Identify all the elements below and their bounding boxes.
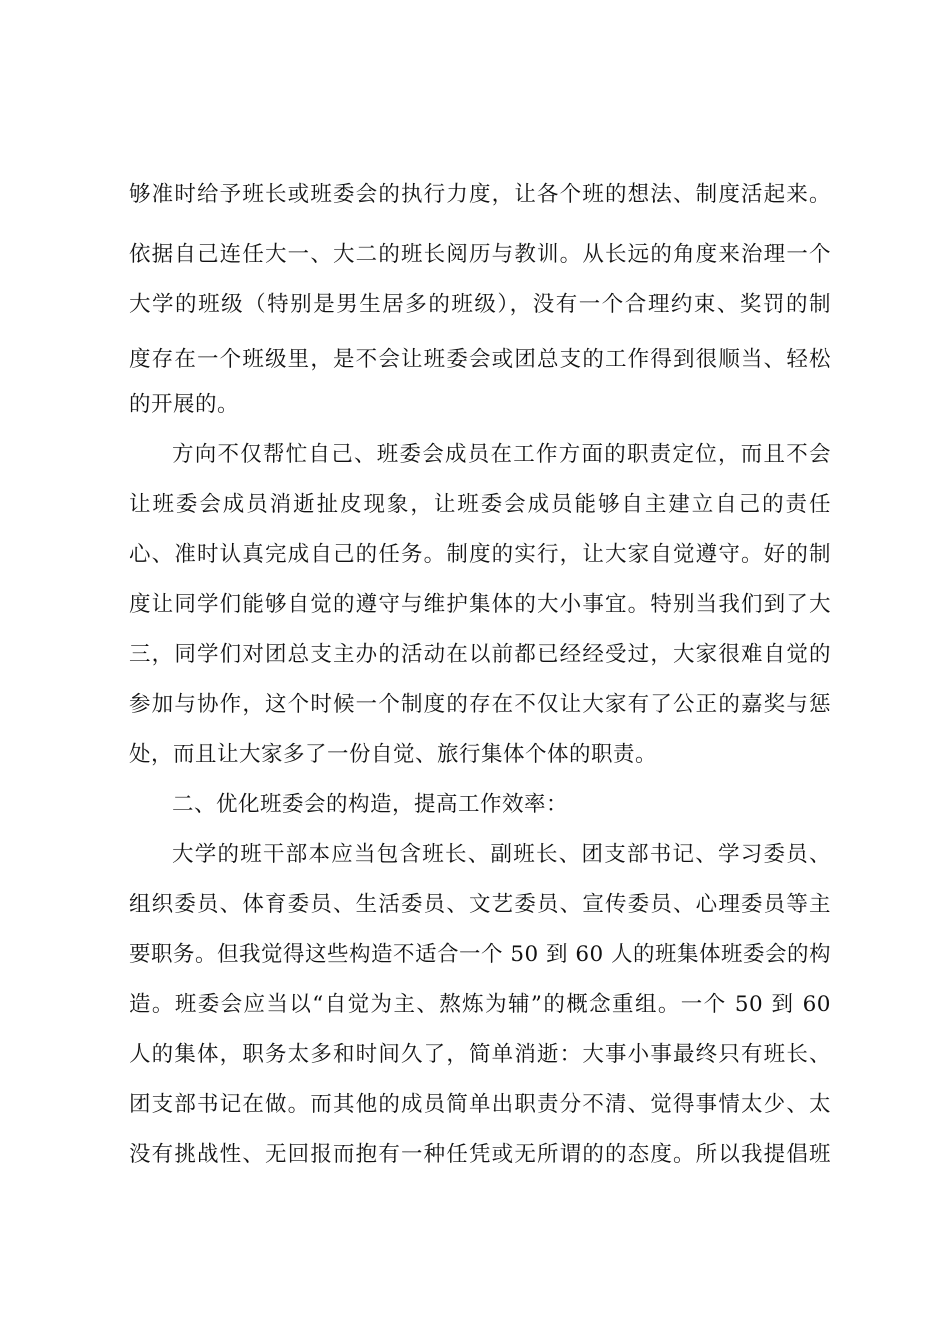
text-line: 参加与协作，这个时候一个制度的存在不仅让大家有了公正的嘉奖与惩 [129, 692, 831, 717]
paragraph-first-line: 大学的班干部本应当包含班长、副班长、团支部书记、学习委员、 [172, 842, 831, 867]
text-line: 没有挑战性、无回报而抱有一种任凭或无所谓的的态度。所以我提倡班 [129, 1142, 831, 1167]
text-line: 度存在一个班级里，是不会让班委会或团总支的工作得到很顺当、轻松 [129, 347, 831, 372]
text-line: 人的集体，职务太多和时间久了，简单消逝：大事小事最终只有班长、 [129, 1042, 831, 1067]
text-line: 造。班委会应当以“自觉为主、熬炼为辅”的概念重组。一个 50 到 60 [129, 992, 831, 1017]
text-line: 三，同学们对团总支主办的活动在以前都已经经受过，大家很难自觉的 [129, 642, 831, 667]
text-line: 要职务。但我觉得这些构造不适合一个 50 到 60 人的班集体班委会的构 [129, 942, 832, 967]
paragraph-first-line: 方向不仅帮忙自己、班委会成员在工作方面的职责定位，而且不会 [172, 442, 831, 467]
text-line: 依据自己连任大一、大二的班长阅历与教训。从长远的角度来治理一个 [129, 242, 831, 267]
text-line: 团支部书记在做。而其他的成员简单出职责分不清、觉得事情太少、太 [129, 1092, 831, 1117]
text-line: 让班委会成员消逝扯皮现象，让班委会成员能够自主建立自己的责任 [129, 492, 831, 517]
text-line: 度让同学们能够自觉的遵守与维护集体的大小事宜。特别当我们到了大 [129, 592, 831, 617]
text-line: 心、准时认真完成自己的任务。制度的实行，让大家自觉遵守。好的制 [129, 542, 831, 567]
text-line: 组织委员、体育委员、生活委员、文艺委员、宣传委员、心理委员等主 [129, 892, 831, 917]
section-heading: 二、优化班委会的构造，提高工作效率： [172, 792, 569, 817]
text-line: 够准时给予班长或班委会的执行力度，让各个班的想法、制度活起来。 [129, 182, 831, 207]
text-line: 处，而且让大家多了一份自觉、旅行集体个体的职责。 [129, 742, 658, 767]
text-line: 的开展的。 [129, 392, 240, 417]
text-line: 大学的班级（特别是男生居多的班级），没有一个合理约束、奖罚的制 [129, 292, 831, 317]
